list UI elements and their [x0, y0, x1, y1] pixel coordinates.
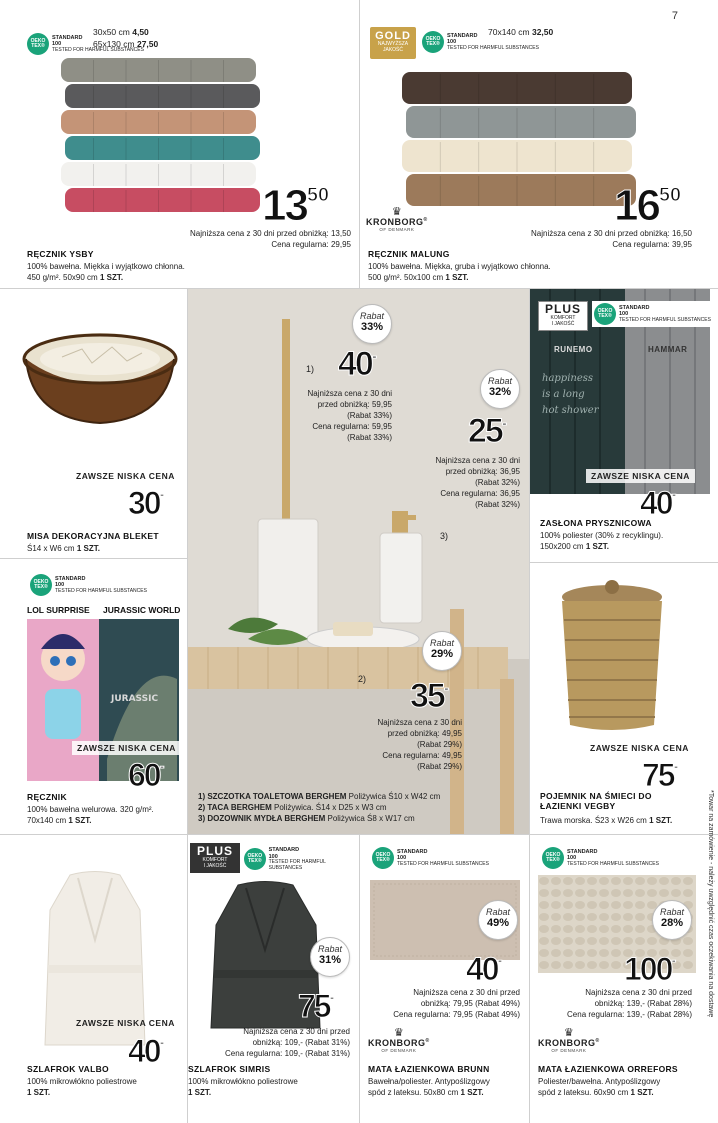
discount-badge: Rabat 33%: [352, 304, 392, 344]
product-title: RĘCZNIK MALUNG: [368, 249, 450, 259]
product-orrefors[interactable]: [530, 835, 702, 1123]
price-history: [530, 987, 692, 1020]
knit-stitch: [623, 913, 633, 921]
discount-badge: Rabat 32%: [480, 369, 520, 409]
oeko-tex-label: OEKO TEX® STANDARD 100 TESTED FOR HARMFUL SUBSTANCES: [372, 847, 489, 869]
price-history-line: (Rabat 29%): [417, 762, 462, 771]
oeko-tex-label: OEKO TEX® STANDARD 100 TESTED FOR HARMFUL SUBSTANCES: [422, 31, 539, 53]
knit-stitch: [539, 913, 549, 921]
price-history-line: Najniższa cena z 30 dni przed: [585, 988, 692, 997]
knit-stitch: [683, 937, 693, 945]
price: 40-: [128, 1033, 165, 1069]
knit-stitch: [623, 925, 633, 933]
product-description: 100% bawełna. Miękka i wyjątkowo chłonna. 450 g/m². 50x90 cm 1 SZT.: [27, 262, 185, 282]
knit-stitch: [635, 925, 645, 933]
price: 40-: [640, 485, 677, 521]
knit-stitch: [563, 925, 573, 933]
knit-stitch: [563, 889, 573, 897]
price-history-line: Najniższa cena z 30 dni przed: [413, 988, 520, 997]
knit-stitch: [647, 937, 657, 945]
knit-stitch: [659, 889, 669, 897]
knit-stitch: [587, 889, 597, 897]
product-title: ZASŁONA PRYSZNICOWA: [540, 518, 652, 528]
price-history-line: (Rabat 32%): [475, 478, 520, 487]
set-item: 3) DOZOWNIK MYDŁA BERGHEM Poliżywica Ś8 x W17 cm: [198, 814, 415, 823]
discount-badge: Rabat 49%: [478, 900, 518, 940]
knit-stitch: [563, 949, 573, 957]
item-tag-1: 1): [306, 364, 315, 374]
price-history-line: Cena regularna: 59,95: [312, 422, 392, 431]
knit-stitch: [551, 877, 561, 885]
price-history-line: Cena regularna: 36,95: [440, 489, 520, 498]
knit-stitch: [623, 937, 633, 945]
knit-stitch: [563, 937, 573, 945]
set-item: 1) SZCZOTKA TOALETOWA BERGHEM Poliżywica Ś10 x W42 cm: [198, 792, 441, 801]
always-low-price-label: ZAWSZE NISKA CENA: [76, 1018, 175, 1028]
product-description: Trawa morska. Ś23 x W26 cm 1 SZT.: [540, 816, 673, 825]
price-history: [356, 717, 462, 772]
oeko-tex-label: OEKO TEX® STANDARD 100 TESTED FOR HARMFUL SUBSTANCES: [30, 574, 147, 596]
product-description: 100% bawełna welurowa. 320 g/m². 70x140 cm 1 SZT.: [27, 805, 154, 825]
knit-stitch: [587, 901, 597, 909]
knit-stitch: [623, 901, 633, 909]
price: 40-: [338, 345, 377, 383]
knit-stitch: [551, 961, 561, 969]
knit-stitch: [575, 913, 585, 921]
gold-quality-badge: GOLD NAJWYŻSZA JAKOŚĆ: [370, 27, 416, 59]
seagrass-bin-image: [552, 575, 672, 735]
knit-stitch: [611, 889, 621, 897]
knit-stitch: [623, 889, 633, 897]
oeko-tex-label: OEKO TEX® STANDARD 100 TESTED FOR HARMFUL SUBSTANCES: [27, 33, 144, 55]
knit-stitch: [551, 913, 561, 921]
product-description: Poliester/bawełna. Antypoślizgowy spód z lateksu. 60x90 cm 1 SZT.: [538, 1077, 661, 1097]
knit-stitch: [575, 877, 585, 885]
kronborg-logo: ♛ KRONBORG® OF DENMARK: [538, 1027, 600, 1053]
knit-stitch: [551, 889, 561, 897]
product-simris[interactable]: [188, 835, 359, 1123]
product-ysby[interactable]: [0, 0, 359, 288]
product-title: POJEMNIK NA ŚMIECI DO ŁAZIENKI VEGBY: [540, 791, 652, 811]
knit-stitch: [575, 901, 585, 909]
oeko-tex-icon: OEKO TEX®: [27, 33, 49, 55]
product-description: 100% bawełna. Miękka, gruba i wyjątkowo chłonna. 500 g/m². 50x100 cm 1 SZT.: [368, 262, 551, 282]
knit-stitch: [635, 937, 645, 945]
price-history-line: (Rabat 29%): [417, 740, 462, 749]
svg-text:JURASSIC: JURASSIC: [111, 694, 159, 704]
knit-stitch: [599, 925, 609, 933]
price-history-line: Najniższa cena z 30 dni przed: [243, 1027, 350, 1036]
knit-stitch: [683, 877, 693, 885]
product-title: SZLAFROK VALBO: [27, 1064, 109, 1074]
knit-stitch: [647, 877, 657, 885]
price-history-line: Cena regularna: 79,95 (Rabat 49%): [393, 1010, 520, 1019]
size-prices: 30x50 cm 4,50 65x130 cm 27,50: [93, 27, 159, 49]
product-title: RĘCZNIK YSBY: [27, 249, 94, 259]
knit-stitch: [659, 877, 669, 885]
product-title: MATA ŁAZIENKOWA BRUNN: [368, 1064, 490, 1074]
product-malung[interactable]: [360, 0, 718, 288]
knit-stitch: [623, 877, 633, 885]
towel-stack-image: [55, 48, 270, 218]
price-history-line: Cena regularna: 49,95: [382, 751, 462, 760]
kronborg-logo: ♛ KRONBORG® OF DENMARK: [368, 1027, 430, 1053]
knit-stitch: [611, 925, 621, 933]
price-history-line: obniżką: 109,- (Rabat 31%): [252, 1038, 350, 1047]
price: 75-: [642, 757, 679, 793]
oeko-tex-label: OEKO TEX® STANDARD 100 TESTED FOR HARMFUL SUBSTANCES: [542, 847, 659, 869]
product-berghem-set[interactable]: [188, 289, 529, 834]
price-history-line: (Rabat 32%): [475, 500, 520, 509]
knit-stitch: [611, 949, 621, 957]
knit-stitch: [539, 925, 549, 933]
price: 30-: [128, 485, 165, 521]
knit-stitch: [563, 961, 573, 969]
knit-stitch: [683, 889, 693, 897]
towel-layer: [65, 84, 260, 108]
price-history-line: Cena regularna: 109,- (Rabat 31%): [225, 1049, 350, 1058]
price: 75-: [298, 988, 335, 1024]
knit-stitch: [575, 889, 585, 897]
product-title: RĘCZNIK: [27, 792, 67, 802]
knit-stitch: [599, 949, 609, 957]
knit-stitch: [575, 949, 585, 957]
always-low-price-label: ZAWSZE NISKA CENA: [590, 743, 689, 753]
price-history-line: przed obniżką: 36,95: [445, 467, 520, 476]
product-title: MISA DEKORACYJNA BLEKET: [27, 531, 159, 541]
set-item: 2) TACA BERGHEM Poliżywica. Ś14 x D25 x W3 cm: [198, 803, 387, 812]
price-history: Najniższa cena z 30 dni przed obniżką: 13,50 Cena regularna: 29,95: [190, 229, 351, 249]
product-description: Bawełna/poliester. Antypoślizgowy spód z lateksu. 50x80 cm 1 SZT.: [368, 1077, 490, 1097]
oeko-tex-label: OEKO TEX® STANDARD 100 TESTED FOR HARMFUL SUBSTANCES: [592, 301, 713, 327]
price-history-line: przed obniżką: 49,95: [387, 729, 462, 738]
product-description: 100% mikrowłókno poliestrowe 1 SZT.: [188, 1077, 298, 1097]
knit-stitch: [635, 889, 645, 897]
price-history-line: Najniższa cena z 30 dni: [377, 718, 462, 727]
price-history-line: (Rabat 33%): [347, 433, 392, 442]
price-history-line: obniżką: 79,95 (Rabat 49%): [420, 999, 520, 1008]
price-history: [360, 987, 520, 1020]
always-low-price-label: ZAWSZE NISKA CENA: [586, 469, 695, 483]
knit-stitch: [587, 925, 597, 933]
towel-layer: [65, 136, 260, 160]
knit-stitch: [539, 889, 549, 897]
always-low-price-label: ZAWSZE NISKA CENA: [72, 741, 181, 755]
price: 25-: [468, 412, 507, 450]
price: $16^{50}$: [614, 181, 681, 230]
product-valbo[interactable]: [0, 835, 187, 1123]
oeko-tex-icon: OEKO TEX®: [244, 848, 266, 870]
product-curtain[interactable]: [530, 289, 718, 562]
knit-stitch: [539, 949, 549, 957]
price-history: [414, 455, 520, 510]
svg-text:is a long: is a long: [542, 389, 585, 400]
knit-stitch: [551, 901, 561, 909]
knit-stitch: [539, 961, 549, 969]
product-kids-towel[interactable]: [0, 559, 187, 834]
knit-stitch: [611, 913, 621, 921]
knit-stitch: [647, 889, 657, 897]
item-tag-2: 2): [358, 674, 367, 684]
knit-stitch: [539, 937, 549, 945]
price: 35-: [410, 677, 449, 715]
knit-stitch: [599, 937, 609, 945]
towel-stack-image: [398, 62, 638, 212]
knit-stitch: [611, 937, 621, 945]
knit-stitch: [599, 961, 609, 969]
knit-stitch: [563, 877, 573, 885]
crown-icon: ♛: [393, 1027, 404, 1039]
knit-stitch: [575, 937, 585, 945]
knit-stitch: [635, 913, 645, 921]
knit-stitch: [599, 913, 609, 921]
crown-icon: ♛: [391, 206, 402, 218]
knit-stitch: [635, 901, 645, 909]
product-description: 100% mikrowłókno poliestrowe 1 SZT.: [27, 1077, 137, 1097]
price-history-line: przed obniżką: 59,95: [317, 400, 392, 409]
knit-stitch: [539, 877, 549, 885]
plus-quality-badge: PLUS KOMFORT I JAKOŚĆ: [538, 301, 588, 331]
svg-text:happiness: happiness: [542, 373, 594, 384]
oeko-tex-icon: OEKO TEX®: [30, 574, 52, 596]
price-history: Najniższa cena z 30 dni przed obniżką: 16,50 Cena regularna: 39,95: [531, 229, 692, 249]
knit-stitch: [611, 961, 621, 969]
price: 40-: [466, 951, 503, 987]
product-bleket[interactable]: [0, 289, 187, 558]
oeko-tex-icon: OEKO TEX®: [542, 847, 564, 869]
variant-label: RUNEMO: [554, 345, 593, 354]
discount-badge: Rabat 28%: [652, 900, 692, 940]
order-side-note: *Towar na zamówienie - należy uwzględnić czas oczekiwania na dostawę: [707, 790, 714, 1018]
knit-stitch: [551, 925, 561, 933]
price-history-line: Najniższa cena z 30 dni: [307, 389, 392, 398]
item-tag-3: 3): [440, 531, 449, 541]
variant-label: HAMMAR: [648, 345, 688, 354]
knit-stitch: [683, 949, 693, 957]
price-history-line: Najniższa cena z 30 dni: [435, 456, 520, 465]
knit-stitch: [635, 877, 645, 885]
knit-stitch: [611, 877, 621, 885]
always-low-price-label: ZAWSZE NISKA CENA: [76, 471, 175, 481]
knit-stitch: [575, 925, 585, 933]
oeko-tex-icon: OEKO TEX®: [422, 31, 444, 53]
knit-stitch: [539, 901, 549, 909]
knit-stitch: [671, 877, 681, 885]
oeko-tex-icon: OEKO TEX®: [372, 847, 394, 869]
size-prices: 70x140 cm 32,50: [488, 27, 554, 37]
knit-stitch: [587, 913, 597, 921]
crown-icon: ♛: [563, 1027, 574, 1039]
knit-stitch: [587, 961, 597, 969]
plus-quality-badge: PLUS KOMFORT I JAKOŚĆ: [190, 843, 240, 873]
knit-stitch: [563, 901, 573, 909]
price-history-line: (Rabat 33%): [347, 411, 392, 420]
price-history-line: obniżką: 139,- (Rabat 28%): [594, 999, 692, 1008]
variant-label: LOL SURPRISE: [27, 605, 90, 615]
knit-stitch: [551, 937, 561, 945]
page-number: 7: [671, 10, 678, 22]
product-title: MATA ŁAZIENKOWA ORREFORS: [538, 1064, 678, 1074]
product-description: Ś14 x W6 cm 1 SZT.: [27, 544, 100, 553]
product-title: SZLAFROK SIMRIS: [188, 1064, 271, 1074]
price-history: [286, 388, 392, 443]
price: $13^{50}$: [262, 181, 329, 230]
product-vegby[interactable]: [530, 563, 718, 834]
product-brunn[interactable]: [360, 835, 529, 1123]
price: 100-: [624, 951, 677, 987]
coconut-bowl-image: [22, 319, 182, 429]
knit-stitch: [587, 949, 597, 957]
oeko-tex-label: OEKO TEX® STANDARD 100 TESTED FOR HARMFUL SUBSTANCES: [244, 847, 359, 871]
price-history-line: Cena regularna: 139,- (Rabat 28%): [567, 1010, 692, 1019]
svg-text:hot shower: hot shower: [542, 405, 599, 416]
knit-stitch: [587, 937, 597, 945]
knit-stitch: [587, 877, 597, 885]
knit-stitch: [563, 913, 573, 921]
knit-stitch: [551, 949, 561, 957]
price-history: [188, 1026, 350, 1059]
knit-stitch: [599, 877, 609, 885]
knit-stitch: [599, 889, 609, 897]
knit-stitch: [683, 961, 693, 969]
kronborg-logo: ♛ KRONBORG® OF DENMARK: [366, 206, 428, 232]
knit-stitch: [671, 889, 681, 897]
knit-stitch: [611, 901, 621, 909]
price: 60-: [128, 757, 165, 793]
towel-layer: [65, 188, 260, 212]
product-description: 100% poliester (30% z recyklingu). 150x200 cm 1 SZT.: [540, 531, 664, 551]
oeko-tex-icon: OEKO TEX®: [594, 303, 616, 325]
discount-badge: Rabat 31%: [310, 937, 350, 977]
discount-badge: Rabat 29%: [422, 631, 462, 671]
knit-stitch: [575, 961, 585, 969]
variant-label: JURASSIC WORLD: [103, 605, 181, 615]
knit-stitch: [599, 901, 609, 909]
set-item-list: [198, 791, 440, 824]
